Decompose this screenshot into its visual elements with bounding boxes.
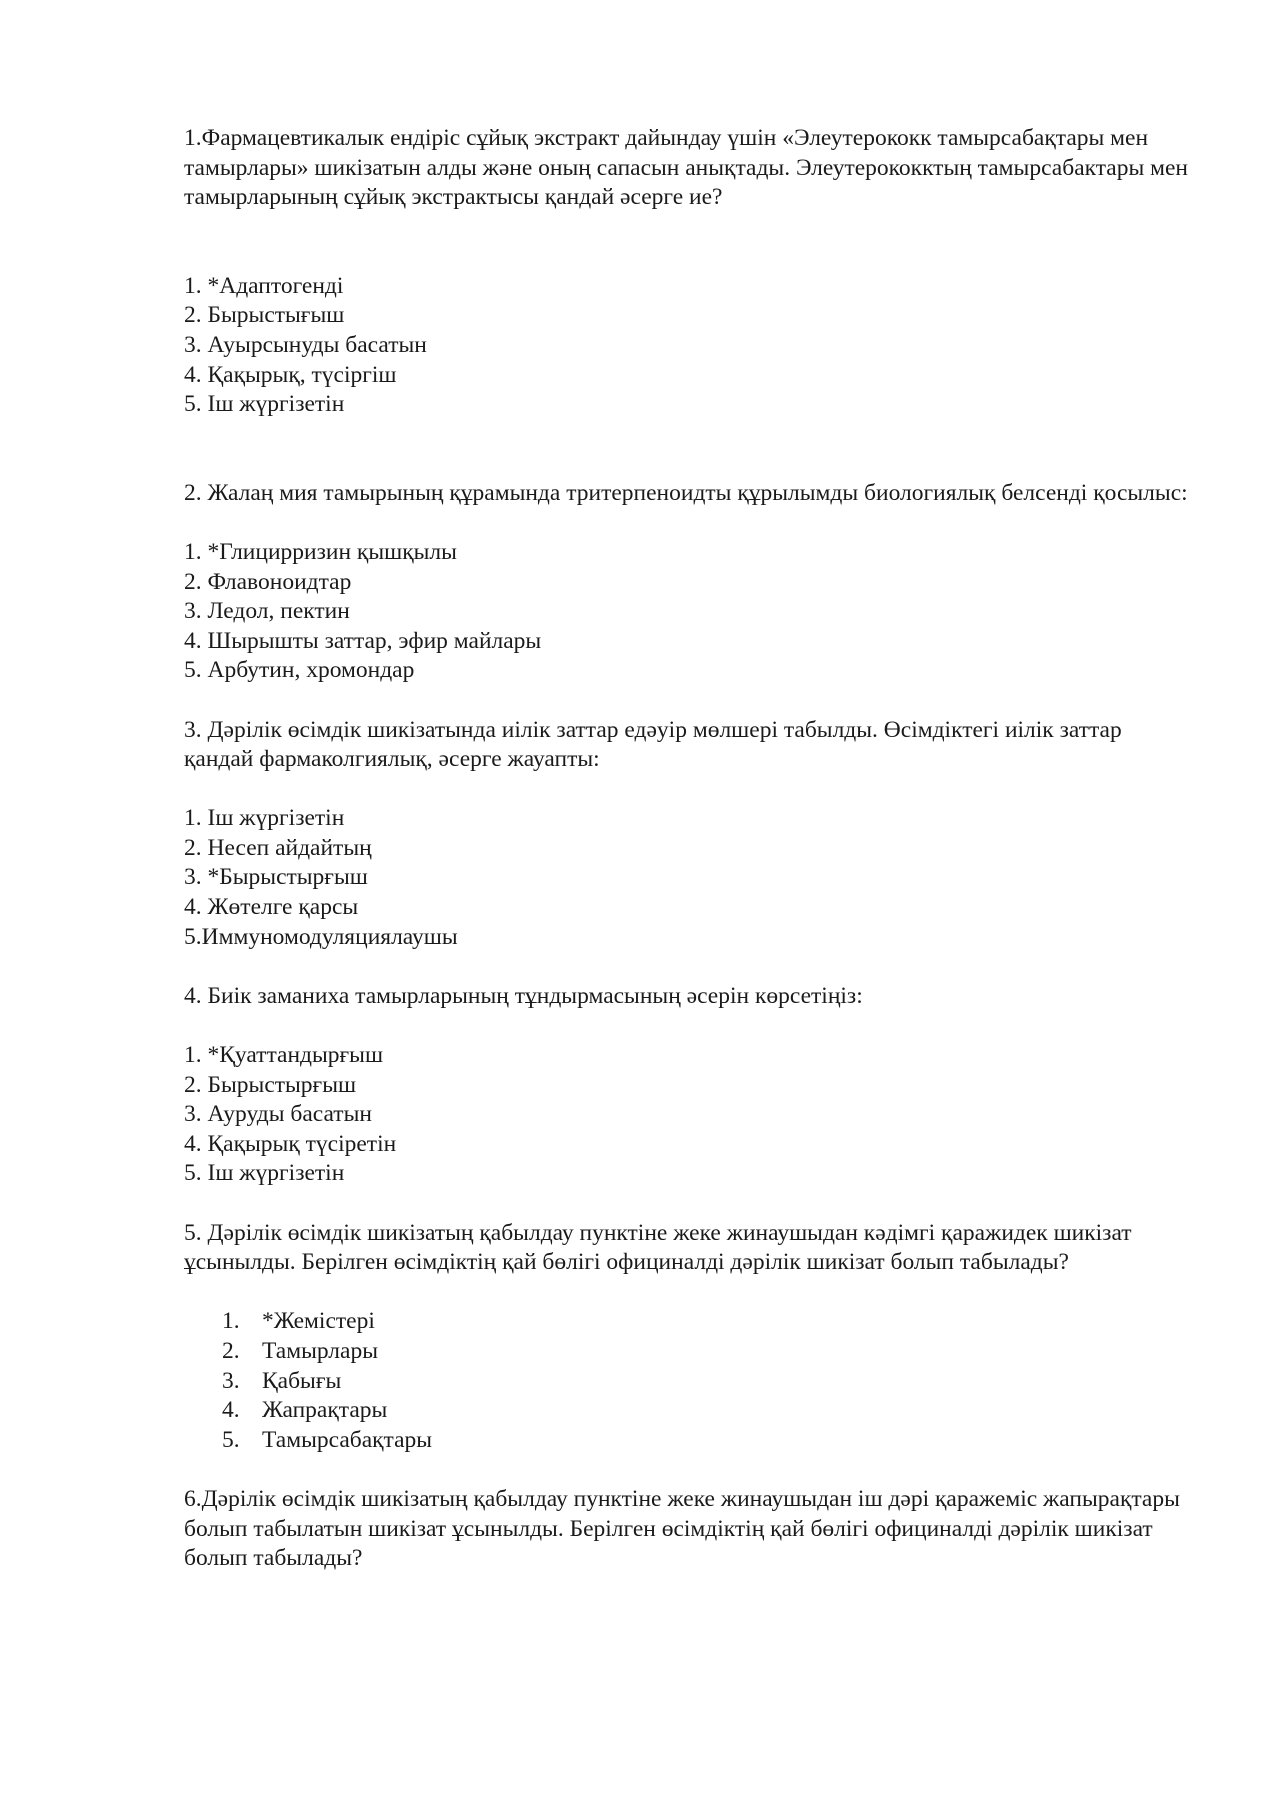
question-5-option-2: [184, 1337, 1194, 1367]
question-5-option-5-number: 5.: [222, 1426, 240, 1453]
question-5-option-1-label: *Жемістері: [262, 1308, 375, 1335]
question-1-options: [184, 272, 1194, 420]
question-5-text: 5. Дәрілік өсімдік шикізатың қабылдау пунктіне жеке жинаушыдан кәдімгі қаражидек шикізат ұсынылды. Берілген өсімдіктің қай бөлігі официналді дәрілік шикізат болып табылады?: [184, 1219, 1132, 1276]
question-2-text: 2. Жалаң мия тамырының құрамында тритерпеноидты құрылымды биологиялық белсенді қосылыс:: [184, 479, 1188, 506]
question-3-option-5: 5.Иммуномодуляциялаушы: [184, 923, 458, 950]
question-5-option-1-number: 1.: [222, 1308, 240, 1335]
question-3-options: [184, 804, 1194, 952]
question-2-option-3: 3. Ледол, пектин: [184, 598, 350, 625]
question-4-option-2: 2. Бырыстырғыш: [184, 1071, 357, 1098]
question-5-option-3-label: Қабығы: [262, 1367, 342, 1394]
question-5-option-2-number: 2.: [222, 1337, 240, 1364]
question-5-option-4-number: 4.: [222, 1397, 240, 1424]
question-4-option-4: 4. Қақырық түсіретін: [184, 1130, 397, 1157]
question-3-option-4: 4. Жөтелге қарсы: [184, 894, 359, 921]
question-2-option-2: 2. Флавоноидтар: [184, 568, 352, 595]
question-5-option-3: [184, 1367, 1194, 1397]
question-5-option-2-label: Тамырлары: [262, 1337, 378, 1364]
question-4-option-3: 3. Ауруды басатын: [184, 1101, 372, 1128]
question-2-options: [184, 538, 1194, 686]
question-3-text: 3. Дәрілік өсімдік шикізатында иілік заттар едәуір мөлшері табылды. Өсімдіктегі иілік заттар қандай фармаколгиялық, әсерге жауапты:: [184, 716, 1122, 773]
question-1-option-3: 3. Ауырсынуды басатын: [184, 331, 427, 358]
question-5-option-4-label: Жапрақтары: [262, 1397, 388, 1424]
question-1-text: 1.Фармацевтикалык ендіріс сұйық экстракт дайындау үшін «Элеутерококк тамырсабақтары мен тамырлары» шикізатын алды және оның сапасын анықтады. Элеутерококктың тамырсабактары мен тамырларының сұйық экстрактысы қандай әсерге ие?: [184, 125, 1189, 211]
question-4-option-1: 1. *Қуаттандырғыш: [184, 1042, 384, 1069]
question-5-option-5-label: Тамырсабақтары: [262, 1426, 433, 1453]
question-5-option-5: [184, 1426, 1194, 1456]
question-5-option-1: [184, 1307, 1194, 1337]
question-3-option-3: 3. *Бырыстырғыш: [184, 864, 368, 891]
question-1-option-5: 5. Іш жүргізетін: [184, 391, 345, 418]
question-3-option-1: 1. Іш жүргізетін: [184, 805, 345, 832]
question-5-option-4: [184, 1396, 1194, 1426]
question-2-option-4: 4. Шырышты заттар, эфир майлары: [184, 627, 542, 654]
question-4-text: 4. Биік заманиха тамырларының тұндырмасының әсерін көрсетіңіз:: [184, 982, 863, 1009]
question-4-option-5: 5. Іш жүргізетін: [184, 1160, 345, 1187]
question-6-text: 6.Дәрілік өсімдік шикізатың қабылдау пунктіне жеке жинаушыдан іш дәрі қаражеміс жапырақтары болып табылатын шикізат ұсынылды. Берілген өсімдіктің қай бөлігі официналді дәрілік шикізат болып табылады?: [184, 1485, 1180, 1572]
question-5-option-3-number: 3.: [222, 1367, 240, 1394]
question-1-option-4: 4. Қақырық, түсіргіш: [184, 361, 397, 388]
question-4-options: [184, 1041, 1194, 1189]
question-1-option-2: 2. Бырыстығыш: [184, 302, 345, 329]
question-1-option-1: 1. *Адаптогенді: [184, 272, 344, 299]
document-page: [184, 124, 1194, 1574]
question-2-option-1: 1. *Глицирризин қышқылы: [184, 538, 457, 565]
question-5-options: [184, 1307, 1194, 1455]
question-2-option-5: 5. Арбутин, хромондар: [184, 657, 415, 684]
question-3-option-2: 2. Несеп айдайтың: [184, 834, 372, 861]
